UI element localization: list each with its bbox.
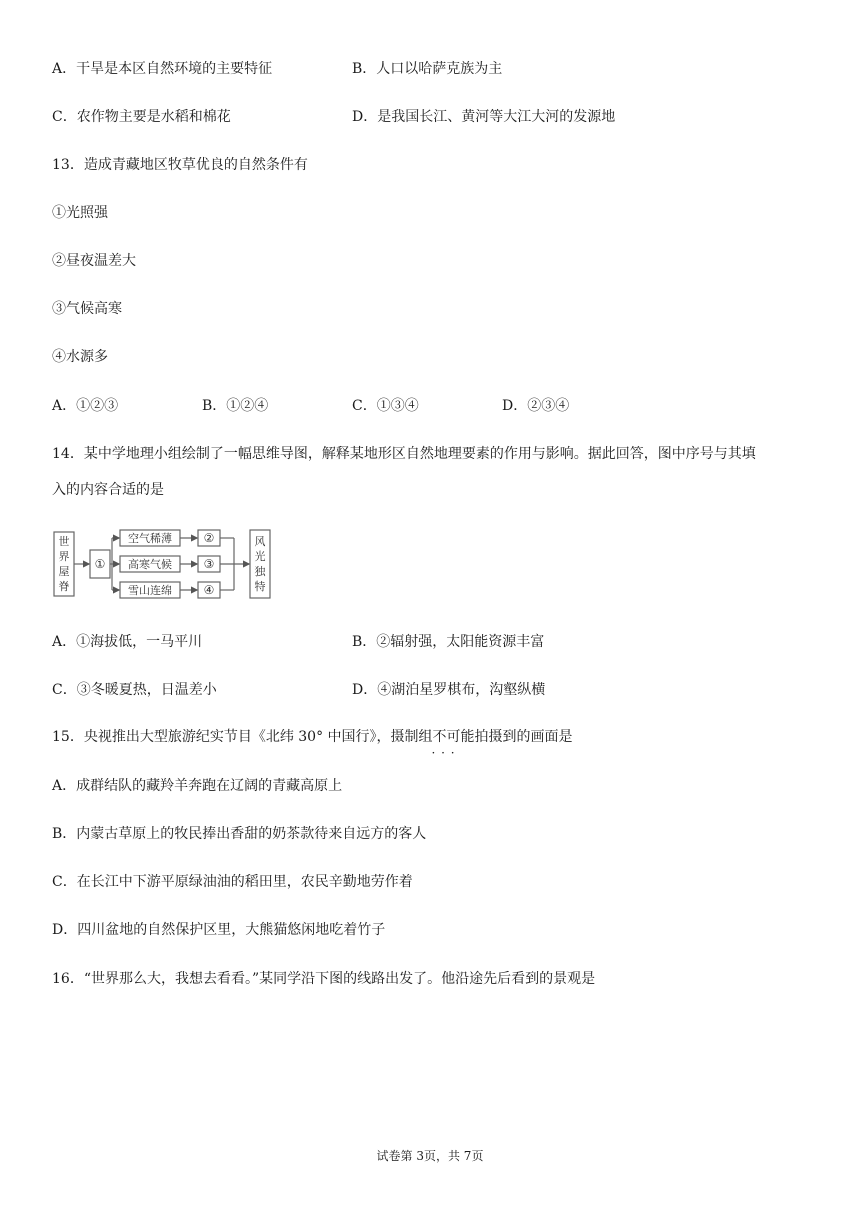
q13-item-3: ③气候高寒 xyxy=(52,301,122,317)
diagram-left-char-1: 世 xyxy=(58,535,70,548)
q14-option-c: C．③冬暖夏热，日温差小 xyxy=(52,682,217,698)
q15-option-c: C．在长江中下游平原绿油油的稻田里，农民辛勤地劳作着 xyxy=(52,874,413,890)
q13-item-2: ②昼夜温差大 xyxy=(52,253,136,269)
q13-option-b: B．①②④ xyxy=(202,398,269,414)
q13-item-4: ④水源多 xyxy=(52,349,108,365)
q15-option-b: B．内蒙古草原上的牧民捧出香甜的奶茶款待来自远方的客人 xyxy=(52,826,427,842)
diagram-num-2: ② xyxy=(203,531,215,545)
diagram-right-char-2: 光 xyxy=(254,550,266,563)
page-footer: 试卷第 3页，共 7页 xyxy=(376,1149,484,1163)
q13-option-a: A．①②③ xyxy=(52,398,119,414)
q13-stem: 13．造成青藏地区牧草优良的自然条件有 xyxy=(52,157,308,173)
q14-option-d: D．④湖泊星罗棋布，沟壑纵横 xyxy=(352,682,546,698)
q14-stem-line1: 14．某中学地理小组绘制了一幅思维导图，解释某地形区自然地理要素的作用与影响。据此回答，图中序号与其填 xyxy=(52,446,756,462)
q14-option-b: B．②辐射强，太阳能资源丰富 xyxy=(352,634,545,650)
diagram-left-char-3: 屋 xyxy=(58,565,70,578)
mind-map-diagram xyxy=(52,528,274,602)
q15-option-a: A．成群结队的藏羚羊奔跑在辽阔的青藏高原上 xyxy=(52,778,343,794)
diagram-num-3: ③ xyxy=(203,557,215,571)
q16-stem: 16．“世界那么大，我想去看看。”某同学沿下图的线路出发了。他沿途先后看到的景观是 xyxy=(52,971,596,987)
diagram-right-char-3: 独 xyxy=(254,565,266,578)
diagram-middle-2: 高寒气候 xyxy=(128,558,172,571)
q14-stem-line2: 入的内容合适的是 xyxy=(52,482,164,498)
q15-stem-post: 拍摄到的画面是 xyxy=(474,729,573,745)
diagram-middle-3: 雪山连绵 xyxy=(128,584,172,597)
q15-stem xyxy=(52,727,573,747)
diagram-right-char-4: 特 xyxy=(254,580,266,593)
diagram-center-label: ① xyxy=(94,557,106,571)
diagram-num-4: ④ xyxy=(203,583,215,597)
q12-option-c: C．农作物主要是水稻和棉花 xyxy=(52,109,231,125)
q13-option-c: C．①③④ xyxy=(352,398,419,414)
diagram-right-char-1: 风 xyxy=(254,535,266,548)
q15-stem-emphasis: 不可能 · · · xyxy=(433,727,475,747)
q14-option-a: A．①海拔低，一马平川 xyxy=(52,634,203,650)
q13-option-d: D．②③④ xyxy=(502,398,570,414)
diagram-left-char-4: 脊 xyxy=(58,580,70,593)
q12-option-b: B．人口以哈萨克族为主 xyxy=(352,61,503,77)
q13-item-1: ①光照强 xyxy=(52,205,108,221)
diagram-middle-1: 空气稀薄 xyxy=(128,532,172,545)
q15-stem-pre: 15．央视推出大型旅游纪实节目《北纬 30° 中国行》，摄制组 xyxy=(52,729,433,745)
q15-option-d: D．四川盆地的自然保护区里，大熊猫悠闲地吃着竹子 xyxy=(52,922,386,938)
diagram-left-char-2: 界 xyxy=(58,550,70,563)
q12-option-a: A．干旱是本区自然环境的主要特征 xyxy=(52,61,273,77)
q12-option-d: D．是我国长江、黄河等大江大河的发源地 xyxy=(352,109,616,125)
